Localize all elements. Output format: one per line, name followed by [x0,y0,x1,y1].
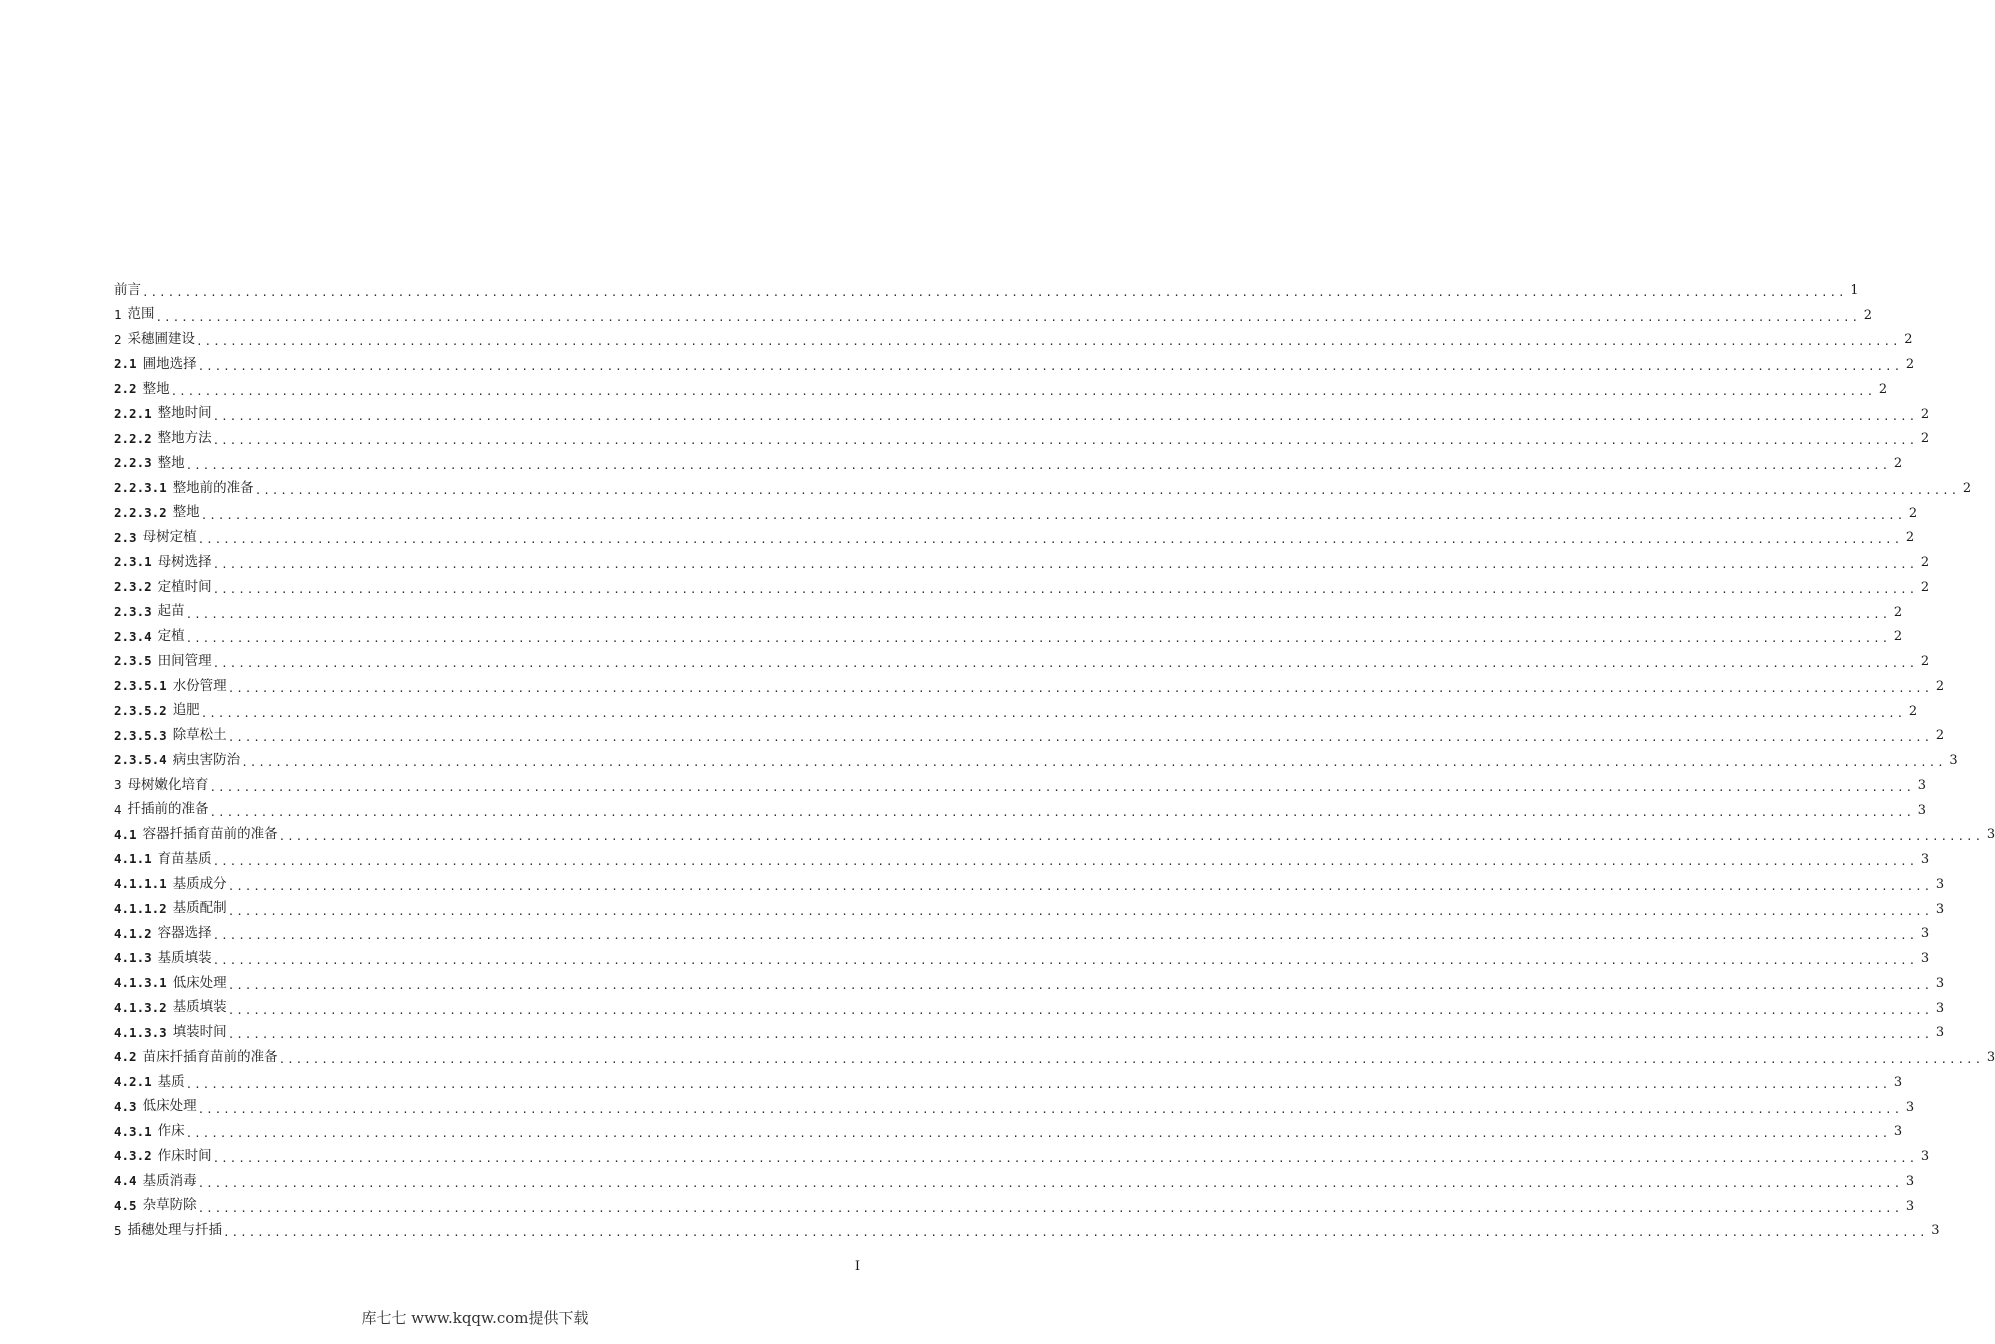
toc-entry-page: 3 [1917,802,1927,818]
toc-entry-page: 3 [1986,1050,1995,1066]
toc-entry-title: 前言 [114,281,141,298]
toc-dot-leader: ........................................................................................................................................................................................................ [197,533,1903,547]
toc-entry-number: 4.1.3.3 [114,1024,167,1040]
toc-entry-number: 2.2.3.2 [114,504,167,520]
toc-entry-number: 2.3.3 [114,603,152,619]
toc-entry-page: 3 [1920,852,1930,868]
toc-dot-leader: ........................................................................................................................................................................................................ [212,1152,1918,1166]
toc-entry-page: 2 [1905,357,1915,373]
toc-entry-title: 整地 [172,504,200,521]
toc-entry-number: 4.1.1 [114,851,152,867]
toc-entry-number: 4.1 [114,826,137,842]
toc-entry-title: 定植时间 [157,578,212,595]
toc-entry-title: 基质填装 [172,999,227,1016]
toc-entry-page: 2 [1905,530,1915,546]
toc-entry-title: 除草松土 [172,727,227,744]
toc-entry[interactable] [114,1095,1915,1120]
toc-entry-title: 填装时间 [172,1024,227,1041]
toc-entry[interactable] [114,625,1903,650]
toc-entry-page: 3 [1905,1173,1915,1189]
toc-entry-number: 2.3 [114,529,137,545]
toc-entry-title: 基质 [157,1073,185,1090]
toc-entry-number: 1 [114,306,122,322]
toc-entry-page: 2 [1908,703,1918,719]
toc-entry-number: 2 [114,331,122,347]
toc-entry-title: 范围 [127,306,155,323]
toc-entry-title: 整地方法 [157,430,212,447]
toc-dot-leader: ........................................................................................................................................................................................................ [197,360,1903,374]
toc-dot-leader: ........................................................................................................................................................................................................ [223,1226,1928,1240]
toc-entry-title: 育苗基质 [157,850,212,867]
toc-dot-leader: ........................................................................................................................................................................................................ [197,1102,1903,1116]
toc-entry-title: 作床时间 [157,1147,212,1164]
toc-entry-number: 2.3.5 [114,653,152,669]
toc-dot-leader: ........................................................................................................................................................................................................ [212,582,1918,596]
toc-dot-leader: ........................................................................................................................................................................................................ [200,706,1906,720]
toc-entry[interactable] [114,724,1945,749]
toc-entry-title: 容器扦插育苗前的准备 [142,826,278,843]
toc-entry-number: 2.1 [114,356,137,372]
toc-entry[interactable] [114,451,1903,476]
toc-entry-number: 4.5 [114,1197,137,1213]
toc-entry-page: 2 [1920,406,1930,422]
toc-entry[interactable] [114,971,1945,996]
toc-entry[interactable] [114,773,1927,798]
toc-entry-page: 3 [1917,777,1927,793]
toc-dot-leader: ........................................................................................................................................................................................................ [185,1077,1891,1091]
toc-entry-number: 2.3.5.4 [114,752,167,768]
toc-entry[interactable] [114,575,1930,600]
toc-entry-page: 3 [1935,1000,1945,1016]
toc-entry-title: 扦插前的准备 [127,801,209,818]
toc-entry[interactable] [114,897,1945,922]
toc-entry-title: 整地 [142,380,170,397]
toc-entry-number: 2.2.2 [114,430,152,446]
toc-entry[interactable] [114,600,1903,625]
toc-entry-title: 基质成分 [172,875,227,892]
toc-dot-leader: ........................................................................................................................................................................................................ [212,409,1918,423]
toc-entry-title: 圃地选择 [142,355,197,372]
toc-dot-leader: ........................................................................................................................................................................................................ [185,632,1891,646]
toc-entry[interactable] [114,1070,1903,1095]
toc-entry-number: 4.1.1.1 [114,876,167,892]
toc-dot-leader: ........................................................................................................................................................................................................ [185,459,1891,473]
toc-entry-number: 4.3.1 [114,1123,152,1139]
toc-dot-leader: ........................................................................................................................................................................................................ [209,780,1915,794]
toc-entry[interactable] [114,946,1930,971]
toc-entry-title: 水份管理 [172,677,227,694]
toc-dot-leader: ........................................................................................................................................................................................................ [278,1053,1984,1067]
toc-entry-page: 3 [1893,1124,1903,1140]
toc-entry[interactable] [114,996,1945,1021]
toc-entry[interactable] [114,649,1930,674]
toc-entry[interactable] [114,377,1888,402]
toc-dot-leader: ........................................................................................................................................................................................................ [185,1127,1891,1141]
toc-entry[interactable] [114,328,1913,353]
toc-dot-leader: ........................................................................................................................................................................................................ [212,558,1918,572]
toc-entry-page: 2 [1935,728,1945,744]
toc-entry-title: 定植 [157,628,185,645]
toc-entry-page: 3 [1905,1198,1915,1214]
toc-dot-leader: ........................................................................................................................................................................................................ [227,731,1933,745]
toc-dot-leader: ........................................................................................................................................................................................................ [212,855,1918,869]
toc-entry-number: 2.3.1 [114,554,152,570]
toc-entry-title: 基质填装 [157,949,212,966]
toc-entry-page: 2 [1920,654,1930,670]
toc-dot-leader: ........................................................................................................................................................................................................ [212,954,1918,968]
toc-entry-page: 2 [1893,629,1903,645]
toc-dot-leader: ........................................................................................................................................................................................................ [227,978,1933,992]
toc-entry-page: 3 [1893,1074,1903,1090]
toc-entry-number: 4.1.1.2 [114,900,167,916]
toc-entry-page: 2 [1920,579,1930,595]
page-number: I [854,1259,860,1274]
toc-entry-number: 4 [114,801,122,817]
toc-entry-page: 3 [1920,1149,1930,1165]
toc-dot-leader: ........................................................................................................................................................................................................ [227,879,1933,893]
toc-dot-leader: ........................................................................................................................................................................................................ [212,434,1918,448]
toc-entry-page: 3 [1920,951,1930,967]
toc-entry-page: 3 [1920,926,1930,942]
toc-entry[interactable] [114,476,1972,501]
toc-entry-number: 4.1.2 [114,925,152,941]
toc-entry[interactable] [114,1144,1930,1169]
toc-entry-number: 2.2 [114,381,137,397]
toc-entry-page: 3 [1935,1025,1945,1041]
toc-entry-page: 3 [1986,827,1995,843]
toc-entry-title: 容器选择 [157,925,212,942]
toc-entry-number: 2.3.5.1 [114,678,167,694]
toc-entry-page: 3 [1931,1223,1940,1239]
toc-entry[interactable] [114,303,1873,328]
toc-entry[interactable] [114,550,1930,575]
toc-dot-leader: ........................................................................................................................................................................................................ [197,1176,1903,1190]
toc-entry-number: 2.2.3 [114,455,152,471]
toc-entry-title: 起苗 [157,603,185,620]
toc-entry-page: 1 [1850,282,1859,298]
toc-entry-number: 2.3.5.3 [114,727,167,743]
toc-entry-page: 2 [1863,307,1873,323]
toc-entry-page: 2 [1904,332,1913,348]
toc-dot-leader: ........................................................................................................................................................................................................ [209,805,1915,819]
toc-entry[interactable] [114,1021,1945,1046]
toc-entry-title: 追肥 [172,702,200,719]
toc-entry[interactable] [114,872,1945,897]
toc-entry-title: 母树嫩化培育 [127,776,209,793]
toc-entry[interactable] [114,427,1930,452]
toc-entry-number: 2.3.2 [114,579,152,595]
toc-entry[interactable] [114,1169,1915,1194]
toc-entry-number: 4.3.2 [114,1148,152,1164]
toc-entry[interactable] [114,748,1958,773]
toc-entry-page: 2 [1893,456,1903,472]
toc-entry-title: 苗床扦插育苗前的准备 [142,1048,278,1065]
toc-entry-title: 杂草防除 [142,1197,197,1214]
toc-entry-number: 4.1.3.1 [114,975,167,991]
toc-entry-title: 整地时间 [157,405,212,422]
toc-entry-number: 5 [114,1222,122,1238]
toc-dot-leader: ........................................................................................................................................................................................................ [142,285,1847,299]
toc-entry[interactable] [114,847,1930,872]
toc-entry-title: 低床处理 [142,1098,197,1115]
toc-entry-page: 2 [1878,381,1888,397]
toc-entry-page: 2 [1935,678,1945,694]
toc-entry-title: 母树定植 [142,529,197,546]
toc-entry-number: 2.3.5.2 [114,702,167,718]
toc-entry[interactable] [114,278,1859,303]
toc-entry-page: 3 [1935,975,1945,991]
toc-dot-leader: ........................................................................................................................................................................................................ [227,904,1933,918]
toc-dot-leader: ........................................................................................................................................................................................................ [241,756,1946,770]
toc-dot-leader: ........................................................................................................................................................................................................ [227,681,1933,695]
toc-entry-title: 作床 [157,1123,185,1140]
toc-entry-title: 母树选择 [157,553,212,570]
toc-entry-page: 2 [1908,505,1918,521]
toc-entry-title: 基质配制 [172,900,227,917]
toc-entry-page: 3 [1935,876,1945,892]
toc-entry[interactable] [114,402,1930,427]
toc-entry[interactable] [114,526,1915,551]
toc-dot-leader: ........................................................................................................................................................................................................ [227,1003,1933,1017]
toc-entry[interactable] [114,699,1918,724]
toc-entry-number: 4.2.1 [114,1074,152,1090]
toc-entry-number: 4.1.3.2 [114,999,167,1015]
toc-entry-number: 2.2.3.1 [114,480,167,496]
toc-entry-page: 3 [1935,901,1945,917]
toc-dot-leader: ........................................................................................................................................................................................................ [196,335,1901,349]
toc-entry[interactable] [114,674,1945,699]
toc-entry-title: 田间管理 [157,652,212,669]
toc-dot-leader: ........................................................................................................................................................................................................ [212,929,1918,943]
toc-entry[interactable] [114,1120,1903,1145]
toc-dot-leader: ........................................................................................................................................................................................................ [155,310,1861,324]
toc-entry-page: 2 [1920,555,1930,571]
toc-entry-page: 3 [1905,1099,1915,1115]
toc-entry-number: 3 [114,777,122,793]
toc-dot-leader: ........................................................................................................................................................................................................ [197,1201,1903,1215]
toc-entry[interactable] [114,352,1915,377]
toc-entry-title: 插穗处理与扦插 [127,1222,223,1239]
toc-entry[interactable] [114,823,1995,848]
toc-entry-number: 4.1.3 [114,950,152,966]
toc-entry-page: 2 [1893,604,1903,620]
footer-watermark: 库七七 www.kqqw.com提供下载 [361,1309,589,1327]
toc-entry-number: 4.2 [114,1049,137,1065]
toc-dot-leader: ........................................................................................................................................................................................................ [278,830,1984,844]
toc-entry[interactable] [114,798,1927,823]
toc-entry-title: 基质消毒 [142,1172,197,1189]
toc-entry[interactable] [114,1194,1915,1219]
toc-entry-title: 采穗圃建设 [127,331,196,348]
toc-entry-page: 2 [1920,431,1930,447]
toc-dot-leader: ........................................................................................................................................................................................................ [185,607,1891,621]
toc-entry[interactable] [114,501,1918,526]
toc-entry[interactable] [114,1219,1940,1244]
toc-dot-leader: ........................................................................................................................................................................................................ [170,384,1876,398]
toc-entry-number: 4.4 [114,1173,137,1189]
toc-entry-page: 2 [1962,480,1972,496]
toc-dot-leader: ........................................................................................................................................................................................................ [227,1028,1933,1042]
toc-dot-leader: ........................................................................................................................................................................................................ [254,483,1960,497]
toc-dot-leader: ........................................................................................................................................................................................................ [200,508,1906,522]
toc-dot-leader: ........................................................................................................................................................................................................ [212,657,1918,671]
table-of-contents [114,278,1995,1243]
toc-entry[interactable] [114,922,1930,947]
toc-entry-number: 2.2.1 [114,405,152,421]
toc-entry-title: 病虫害防治 [172,751,241,768]
toc-entry-page: 3 [1949,753,1958,769]
toc-entry-number: 2.3.4 [114,628,152,644]
toc-entry-number: 4.3 [114,1098,137,1114]
toc-entry-title: 低床处理 [172,974,227,991]
toc-entry-title: 整地前的准备 [172,479,254,496]
toc-entry-title: 整地 [157,454,185,471]
toc-entry[interactable] [114,1045,1995,1070]
